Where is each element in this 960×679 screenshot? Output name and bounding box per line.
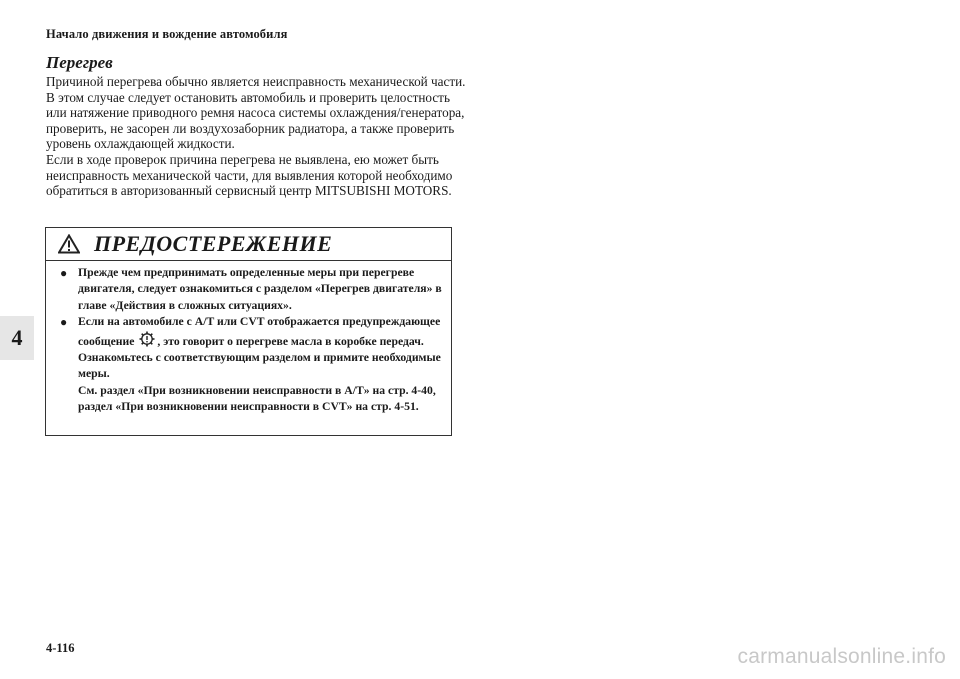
warning-item-2 [60,314,443,415]
warning-item-2-part-c: Ознакомьтесь с соответствующим разделом и примите необходимые меры. [78,351,441,381]
running-header: Начало движения и вождение автомобиля [46,27,288,41]
section-title: Перегрев [46,53,113,72]
body-paragraph-2: Если в ходе проверок причина перегрева не выявлена, ею может быть неисправность механической части, для выявления которой необходимо обратиться в авторизованный сервисный центр MITSUBISHI MOTORS. [46,151,453,199]
body-paragraph-1: Причиной перегрева обычно является неисправность механической части. В этом случае следует остановить автомобиль и проверить целостность или натяжение приводного ремня насоса системы охлаждения/генератора, проверить, не засорен ли воздухозаборник радиатора, а также проверить уровень охлаждающей жидкости. [46,74,466,152]
section-body [46,74,466,199]
warning-item-2-part-b: , это говорит о перегреве масла в коробке передач. [157,334,424,348]
warning-item-1 [60,265,443,314]
warning-item-2-text [78,314,443,415]
watermark: carmanualsonline.info [737,645,946,668]
warning-title: ПРЕДОСТЕРЕЖЕНИЕ [94,231,333,256]
warning-box [45,227,452,436]
warning-item-2-part-a: Если на автомобиле с A/T или CVT отображается предупреждающее сообщение [78,315,441,348]
chapter-number: 4 [11,325,23,350]
warning-item-1-text: Прежде чем предпринимать определенные меры при перегреве двигателя, следует ознакомиться с разделом «Перегрев двигателя» в главе «Действия в сложных ситуациях». [78,266,442,312]
bullet-icon: ● [60,266,68,280]
warning-item-2-part-d: См. раздел «При возникновении неисправности в A/T» на стр. 4-40, раздел «При возникновении неисправности в CVT» на стр. 4-51. [78,383,436,414]
warning-triangle-icon [58,234,80,254]
page-number: 4-116 [46,641,75,655]
chapter-tab [0,316,34,360]
bullet-icon: ● [60,315,68,330]
warning-body [46,261,451,416]
transmission-warning-icon [139,331,155,347]
warning-header [46,228,451,261]
